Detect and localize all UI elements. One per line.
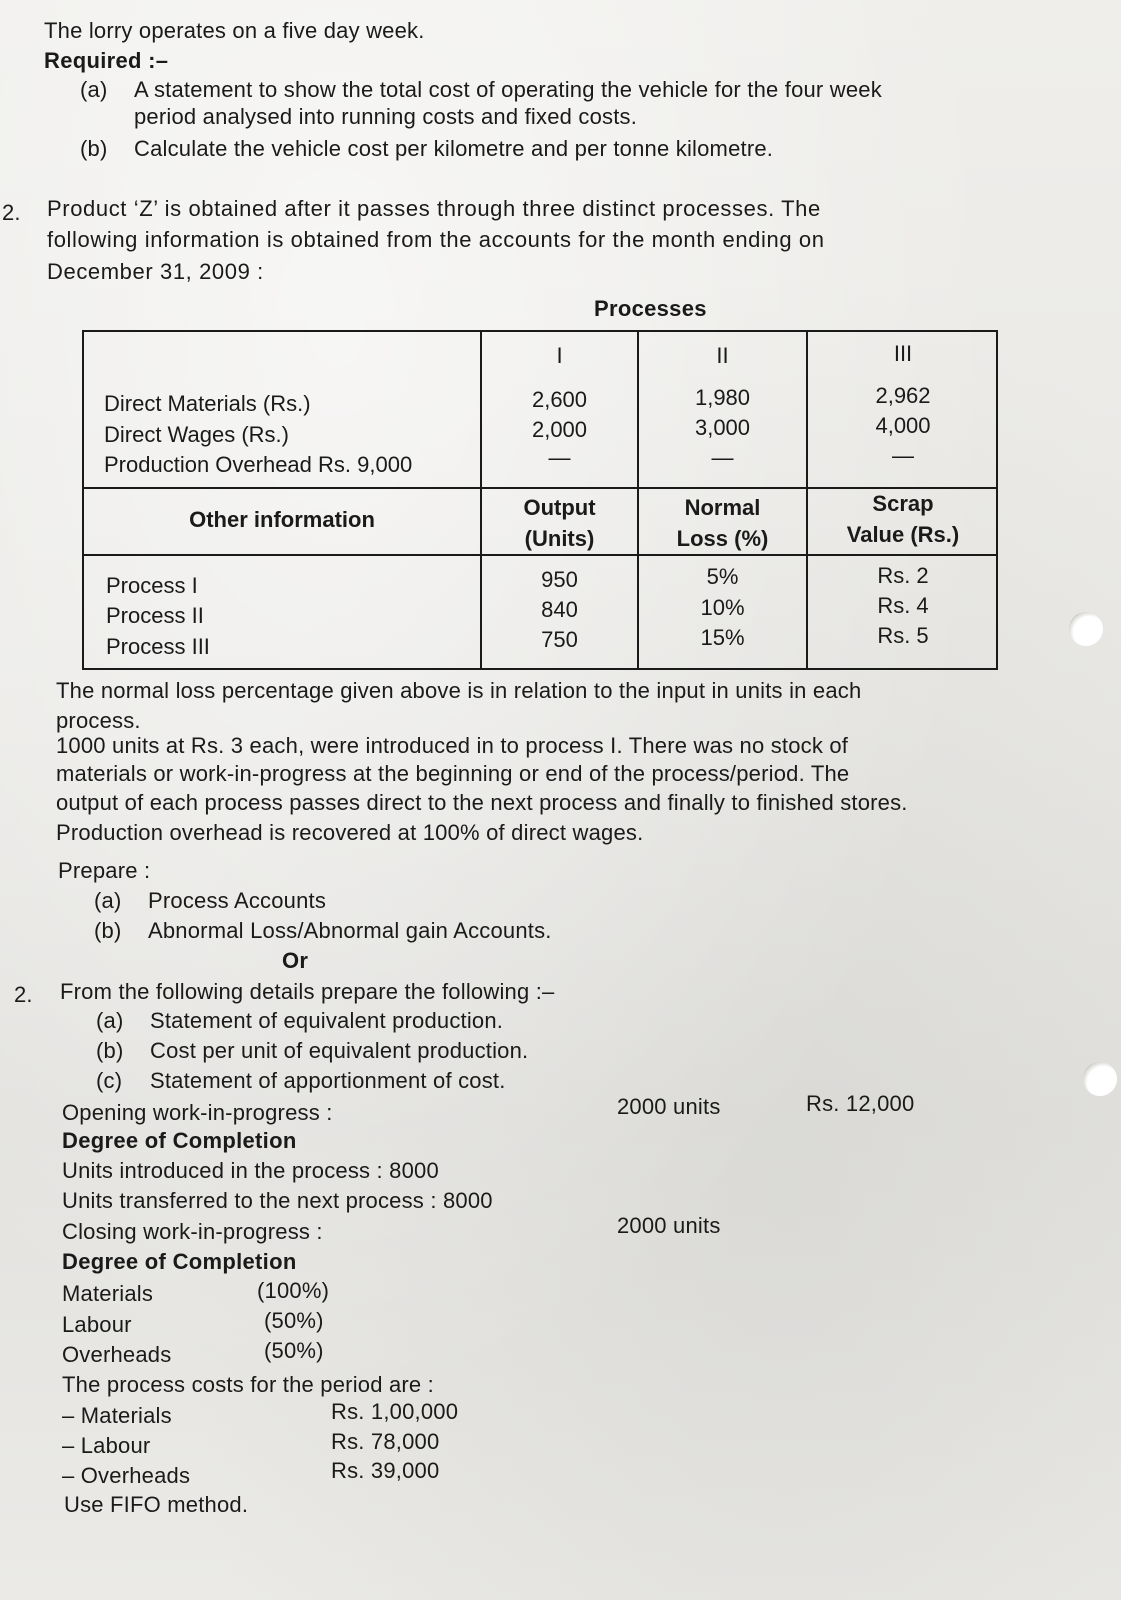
item-text: Abnormal Loss/Abnormal gain Accounts. bbox=[148, 918, 552, 943]
output-value: 950 bbox=[541, 567, 578, 592]
closing-wip-units: 2000 units bbox=[617, 1213, 721, 1238]
item-text: Statement of equivalent production. bbox=[150, 1008, 504, 1033]
alt-item-a bbox=[96, 1008, 503, 1034]
item-text: Statement of apportionment of cost. bbox=[150, 1068, 506, 1093]
cost-value: 2,600 bbox=[531, 387, 588, 412]
col-header-normal-loss bbox=[639, 492, 806, 554]
process-row-label: Process II bbox=[106, 603, 204, 628]
item-label: (a) bbox=[96, 1008, 124, 1033]
completion-value: (50%) bbox=[264, 1308, 324, 1333]
completion-value: (50%) bbox=[264, 1338, 324, 1363]
process-row-label: Process I bbox=[106, 573, 198, 598]
item-label: (b) bbox=[80, 136, 108, 161]
alt-question-intro: From the following details prepare the following :– bbox=[60, 979, 555, 1004]
cost-value: 3,000 bbox=[694, 415, 751, 440]
item-text: Process Accounts bbox=[148, 888, 327, 913]
process-header-2: II bbox=[716, 343, 729, 368]
prepare-label: Prepare : bbox=[58, 858, 151, 883]
degree-of-completion-heading: Degree of Completion bbox=[62, 1128, 297, 1153]
item-label: (c) bbox=[96, 1068, 123, 1093]
col-header-line: Scrap bbox=[872, 491, 934, 516]
other-info-header: Other information bbox=[189, 507, 375, 532]
notes-line-3: 1000 units at Rs. 3 each, were introduced in to process I. There was no stock of bbox=[56, 733, 849, 758]
closing-wip-label: Closing work-in-progress : bbox=[62, 1219, 323, 1244]
completion-label: Overheads bbox=[62, 1342, 172, 1367]
col-header-line: (Units) bbox=[524, 526, 595, 551]
question-number: 2. bbox=[2, 200, 21, 225]
cost-value: 4,000 bbox=[875, 413, 931, 438]
normal-loss-value: 10% bbox=[700, 595, 745, 620]
required-item-a bbox=[80, 77, 882, 103]
col-header-line: Output bbox=[523, 495, 596, 520]
scrap-value: Rs. 4 bbox=[877, 593, 929, 618]
opening-wip-units: 2000 units bbox=[617, 1094, 721, 1119]
degree-of-completion-heading: Degree of Completion bbox=[62, 1249, 297, 1274]
process-row-label: Process III bbox=[106, 634, 210, 659]
process-header-1: I bbox=[556, 343, 563, 368]
or-separator: Or bbox=[282, 948, 309, 973]
output-value: 750 bbox=[541, 627, 578, 652]
method-note: Use FIFO method. bbox=[64, 1492, 249, 1517]
item-label: (b) bbox=[96, 1038, 124, 1063]
scrap-value: Rs. 5 bbox=[877, 623, 929, 648]
cost-value: 2,962 bbox=[875, 383, 931, 408]
cost-value: — bbox=[892, 443, 914, 468]
notes-line-2: process. bbox=[56, 708, 141, 733]
cost-amount: Rs. 78,000 bbox=[331, 1429, 440, 1454]
cost-value: 1,980 bbox=[694, 385, 751, 410]
item-label: (b) bbox=[94, 918, 122, 943]
opening-wip-label: Opening work-in-progress : bbox=[62, 1100, 333, 1125]
cost-value: 2,000 bbox=[531, 417, 588, 442]
cost-row-label: Direct Wages (Rs.) bbox=[104, 422, 289, 447]
alt-item-c bbox=[96, 1068, 506, 1094]
item-label: (a) bbox=[94, 888, 122, 913]
units-introduced: Units introduced in the process : 8000 bbox=[62, 1158, 439, 1183]
process-header-3: III bbox=[893, 341, 913, 366]
completion-label: Materials bbox=[62, 1281, 154, 1306]
cost-row-label: Direct Materials (Rs.) bbox=[104, 391, 311, 416]
normal-loss-value: 5% bbox=[706, 564, 739, 589]
col-header-line: Normal bbox=[684, 495, 761, 520]
processes-caption: Processes bbox=[594, 296, 707, 321]
output-value: 840 bbox=[541, 597, 578, 622]
completion-label: Labour bbox=[62, 1312, 132, 1337]
punch-hole-icon bbox=[1083, 1062, 1117, 1096]
punch-hole-icon bbox=[1069, 612, 1103, 646]
cost-value: — bbox=[548, 445, 571, 470]
scrap-value: Rs. 2 bbox=[877, 563, 929, 588]
cost-label: – Overheads bbox=[62, 1463, 191, 1488]
normal-loss-value: 15% bbox=[700, 625, 745, 650]
col-header-scrap-value bbox=[808, 488, 998, 550]
col-header-line: Value (Rs.) bbox=[846, 522, 960, 547]
question-intro-line-3: December 31, 2009 : bbox=[47, 259, 264, 284]
process-costs-intro: The process costs for the period are : bbox=[62, 1372, 434, 1397]
col-header-line: Loss (%) bbox=[676, 526, 769, 551]
required-heading: Required :– bbox=[44, 48, 169, 73]
cost-label: – Materials bbox=[62, 1403, 172, 1428]
item-text: Cost per unit of equivalent production. bbox=[150, 1038, 529, 1063]
notes-line-6: Production overhead is recovered at 100% of direct wages. bbox=[56, 820, 644, 845]
lorry-intro: The lorry operates on a five day week. bbox=[44, 18, 425, 43]
cost-row-label: Production Overhead Rs. 9,000 bbox=[104, 452, 413, 477]
cost-value: — bbox=[711, 445, 734, 470]
question-intro-line-2: following information is obtained from the accounts for the month ending on bbox=[47, 227, 825, 252]
opening-wip-value: Rs. 12,000 bbox=[806, 1091, 915, 1116]
required-item-a-cont: period analysed into running costs and fixed costs. bbox=[134, 104, 638, 129]
cost-label: – Labour bbox=[62, 1433, 151, 1458]
units-transferred: Units transferred to the next process : 8000 bbox=[62, 1188, 493, 1213]
completion-value: (100%) bbox=[257, 1278, 330, 1303]
notes-line-5: output of each process passes direct to the next process and finally to finished stores. bbox=[56, 790, 908, 815]
col-header-output bbox=[482, 492, 637, 554]
required-item-b bbox=[80, 136, 773, 162]
item-text: Calculate the vehicle cost per kilometre and per tonne kilometre. bbox=[134, 136, 774, 161]
question-number: 2. bbox=[14, 982, 33, 1007]
notes-line-4: materials or work-in-progress at the beginning or end of the process/period. The bbox=[56, 761, 850, 786]
alt-item-b bbox=[96, 1038, 528, 1064]
item-text: A statement to show the total cost of operating the vehicle for the four week bbox=[134, 77, 882, 102]
question-intro-line-1: Product ‘Z’ is obtained after it passes through three distinct processes. The bbox=[47, 196, 821, 221]
prepare-item-b bbox=[94, 918, 552, 944]
cost-amount: Rs. 1,00,000 bbox=[331, 1399, 459, 1424]
notes-line-1: The normal loss percentage given above is in relation to the input in units in each bbox=[56, 678, 862, 703]
prepare-item-a bbox=[94, 888, 326, 914]
cost-amount: Rs. 39,000 bbox=[331, 1458, 440, 1483]
process-table bbox=[82, 330, 998, 670]
item-label: (a) bbox=[80, 77, 108, 102]
